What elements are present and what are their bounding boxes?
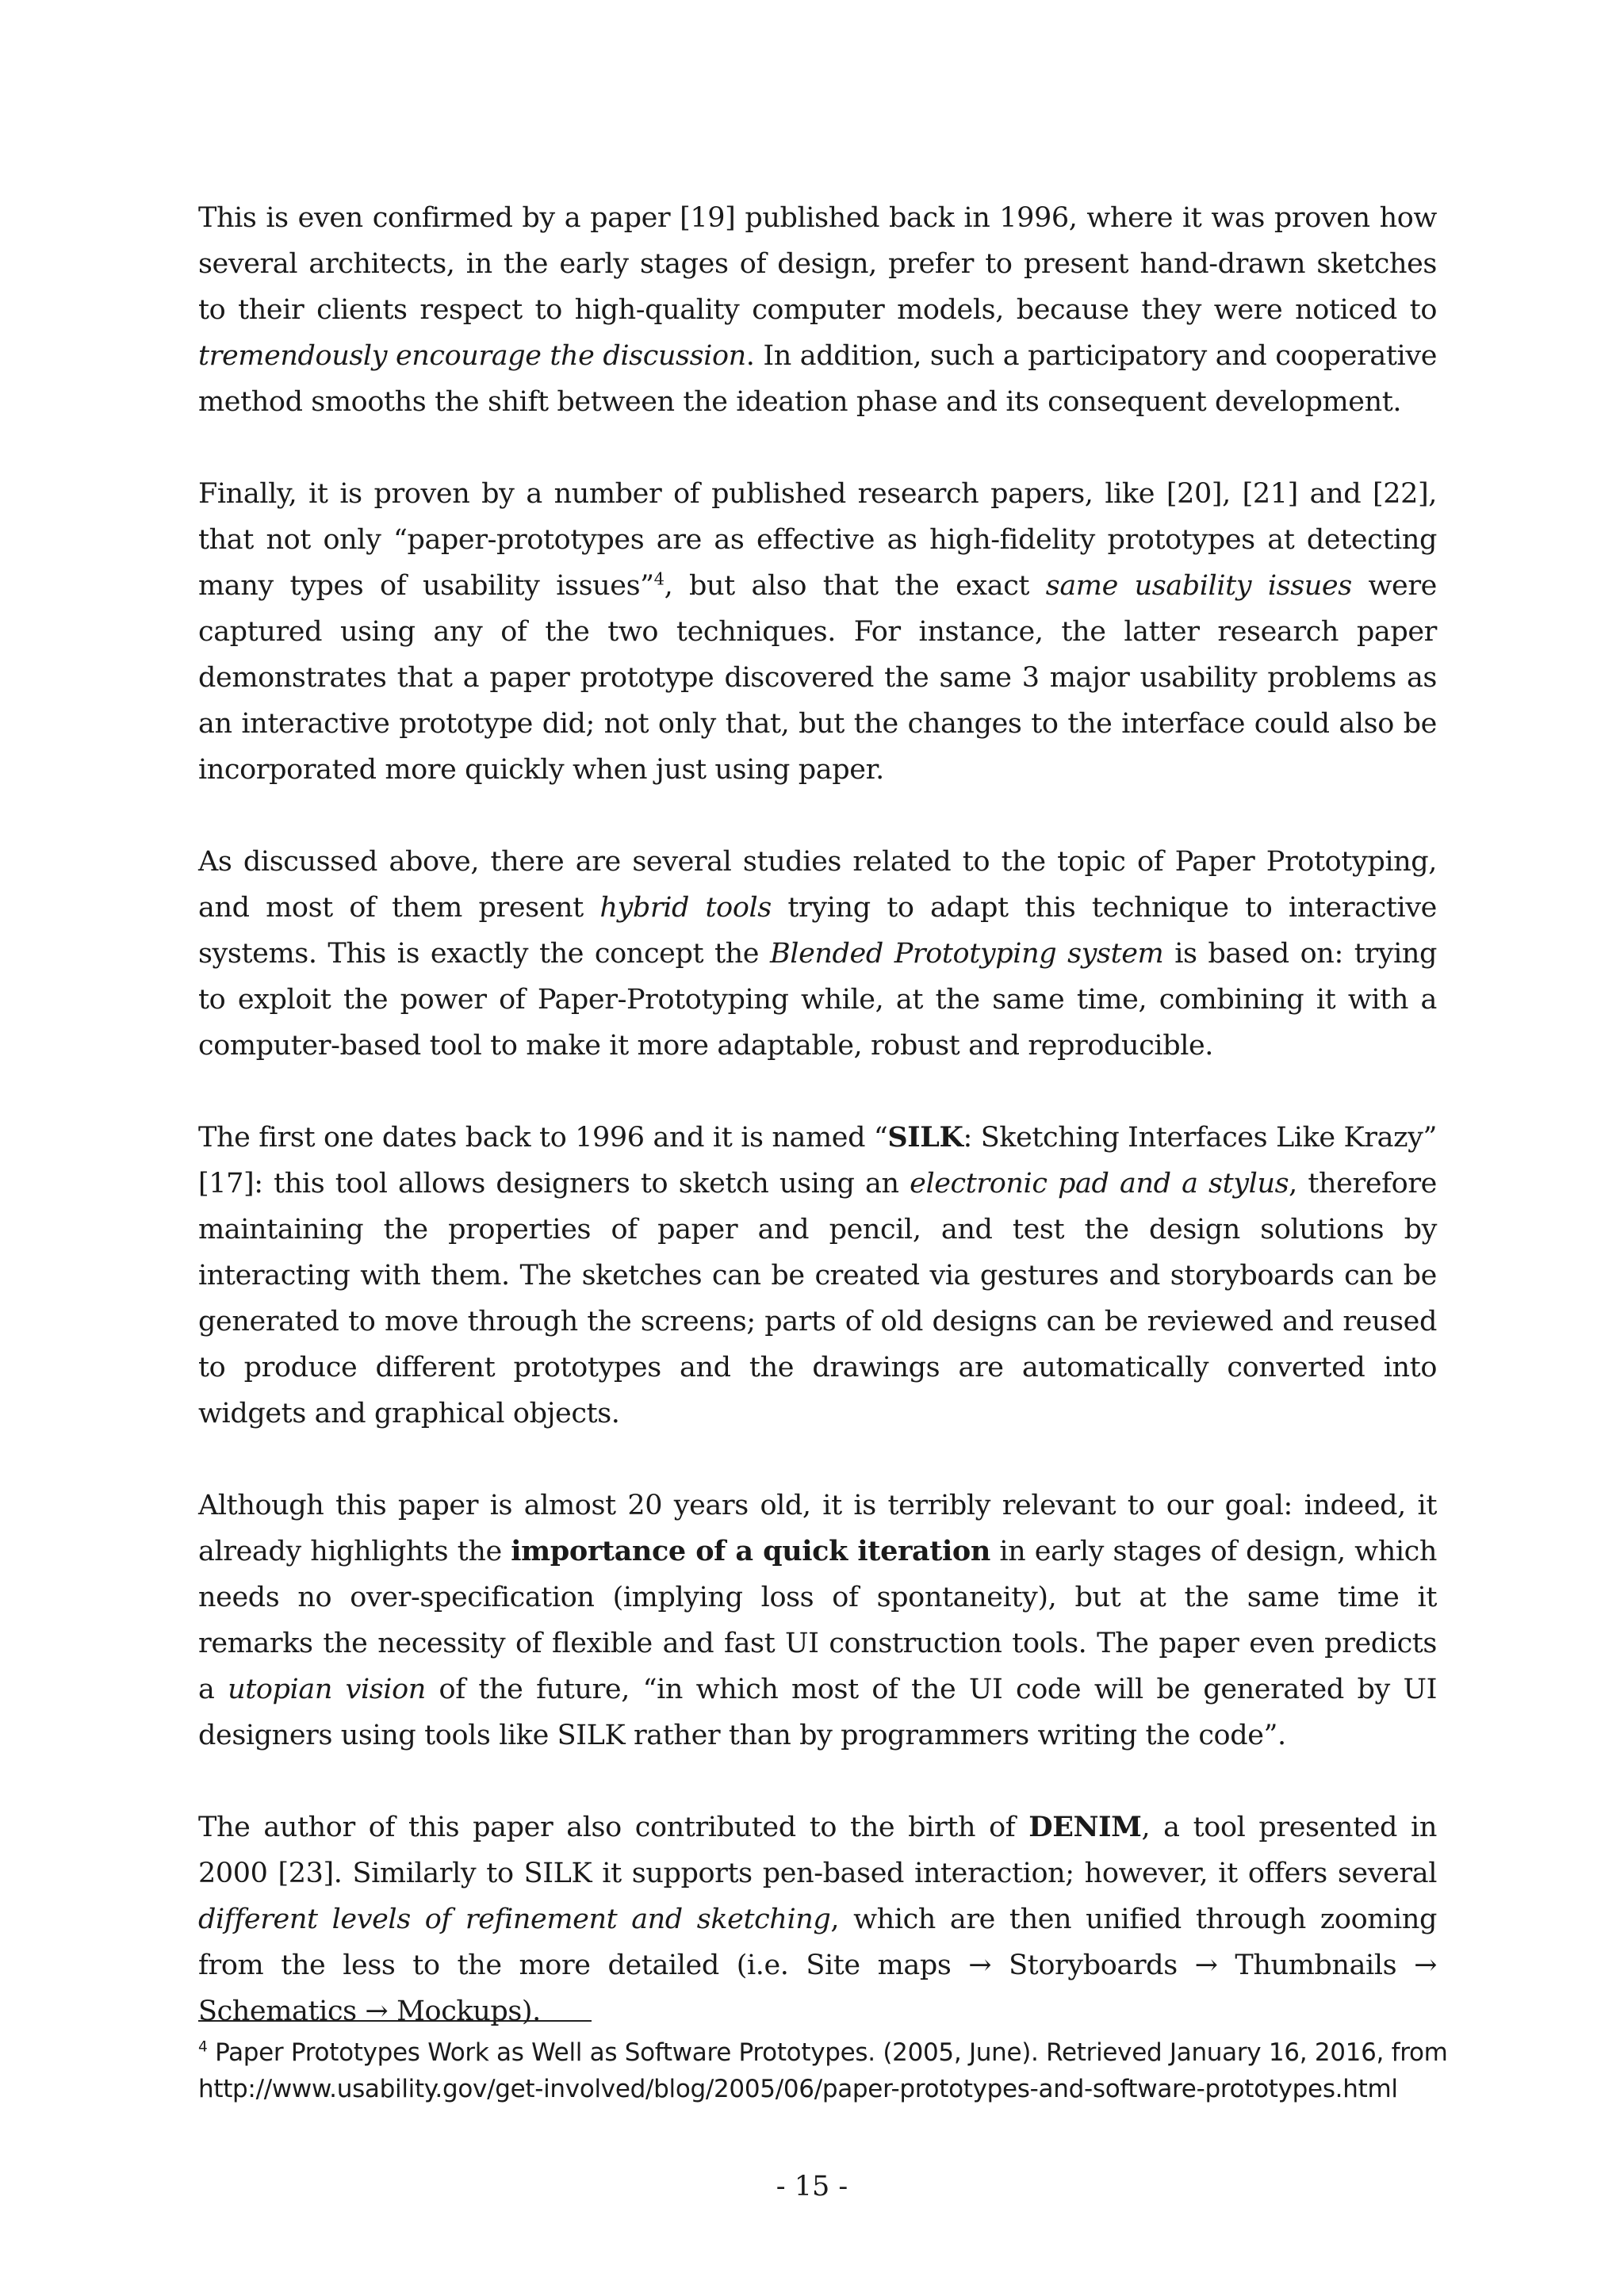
footnote-url-link[interactable]: http://www.usability.gov/get-involved/blog/2005/06/paper-prototypes-and-software-prototypes.html bbox=[198, 2075, 1398, 2103]
footnote-divider bbox=[198, 2020, 592, 2022]
text-run: The first one dates back to 1996 and it is named “ bbox=[198, 1122, 888, 1154]
paragraph-2 bbox=[198, 471, 1437, 793]
bold-text: SILK bbox=[887, 1121, 963, 1154]
text-run: is based on: trying to exploit the power of Paper-Prototyping while, at the same time, combining it with a computer-based tool to make it more adaptable, robust and reproducible. bbox=[198, 938, 1438, 1062]
text-run: : Sketching Interfaces Like Krazy” [17]: this tool allows designers to sketch using an bbox=[198, 1122, 1437, 1200]
text-run: , therefore maintaining the properties of paper and pencil, and test the design solutions by interacting with them. The sketches can be created via gestures and storyboards can be generated to move through the screens; parts of old designs can be reviewed and reused to produce different prototypes and the drawings are automatically converted into widgets and graphical objects. bbox=[198, 1168, 1437, 1429]
text-run: , but also that the exact bbox=[664, 570, 1046, 602]
text-run: in early stages of design, which needs no over-specification (implying loss of spontaneity), but at the same time it remarks the necessity of flexible and fast UI construction tools. The paper even predicts a bbox=[198, 1536, 1438, 1705]
footnote bbox=[198, 2034, 1451, 2107]
paragraph-3 bbox=[198, 839, 1437, 1069]
text-run: were captured using any of the two techniques. For instance, the latter research paper demonstrates that a paper prototype discovered the same 3 major usability problems as an interactive prototype did; not only that, but the changes to the interface could also be incorporated more quickly when just using paper. bbox=[198, 570, 1437, 786]
paragraph-6 bbox=[198, 1804, 1437, 2034]
text-run: trying to adapt this technique to interactive systems. This is exactly the concept the bbox=[198, 892, 1437, 970]
text-run: Although this paper is almost 20 years old, it is terribly relevant to our goal: indeed, it already highlights the bbox=[198, 1490, 1437, 1567]
emphasis-text: Blended Prototyping system bbox=[769, 938, 1164, 970]
emphasis-text: electronic pad and a stylus bbox=[910, 1168, 1289, 1200]
footnote-line-1 bbox=[198, 2034, 1451, 2071]
emphasis-text: utopian vision bbox=[228, 1674, 426, 1705]
footnote-marker: 4 bbox=[198, 2038, 208, 2056]
bold-text: importance of a quick iteration bbox=[511, 1535, 990, 1567]
emphasis-text: hybrid tools bbox=[599, 892, 772, 924]
paragraph-5 bbox=[198, 1483, 1437, 1758]
bold-text: DENIM bbox=[1028, 1811, 1142, 1843]
text-run: , a tool presented in 2000 [23]. Similarly to SILK it supports pen-based interaction; however, it offers several bbox=[198, 1812, 1437, 1889]
text-run: , which are then unified through zooming from the less to the more detailed (i.e. Site maps → Storyboards → Thumbnails → Schematics → Mockups). bbox=[198, 1904, 1437, 2027]
footnote-citation: Paper Prototypes Work as Well as Software Prototypes. (2005, June). Retrieved January 16, 2016, from bbox=[207, 2038, 1448, 2067]
text-run: The author of this paper also contributed to the birth of bbox=[198, 1812, 1029, 1843]
emphasis-text: same usability issues bbox=[1045, 570, 1352, 602]
text-run: Finally, it is proven by a number of published research papers, like [20], [21] and [22], that not only “paper-prototypes are as effective as high-fidelity prototypes at detecting many types of usability issues” bbox=[198, 478, 1437, 602]
emphasis-text: tremendously encourage the discussion bbox=[198, 340, 746, 372]
paragraph-1 bbox=[198, 195, 1437, 425]
emphasis-text: different levels of refinement and sketching bbox=[198, 1904, 831, 1935]
text-run: . In addition, such a participatory and cooperative method smooths the shift between the ideation phase and its consequent development. bbox=[198, 340, 1438, 418]
paragraph-4 bbox=[198, 1115, 1437, 1437]
text-run: As discussed above, there are several studies related to the topic of Paper Prototyping, and most of them present bbox=[198, 846, 1437, 924]
page-body bbox=[198, 195, 1437, 2080]
page-number: - 15 - bbox=[776, 2171, 848, 2202]
text-run: of the future, “in which most of the UI code will be generated by UI designers using tools like SILK rather than by programmers writing the code”. bbox=[198, 1674, 1437, 1751]
text-run: This is even confirmed by a paper [19] published back in 1996, where it was proven how several architects, in the early stages of design, prefer to present hand-drawn sketches to their clients respect to high-quality computer models, because they were noticed to bbox=[198, 202, 1437, 326]
footnote-reference[interactable]: 4 bbox=[653, 569, 665, 589]
